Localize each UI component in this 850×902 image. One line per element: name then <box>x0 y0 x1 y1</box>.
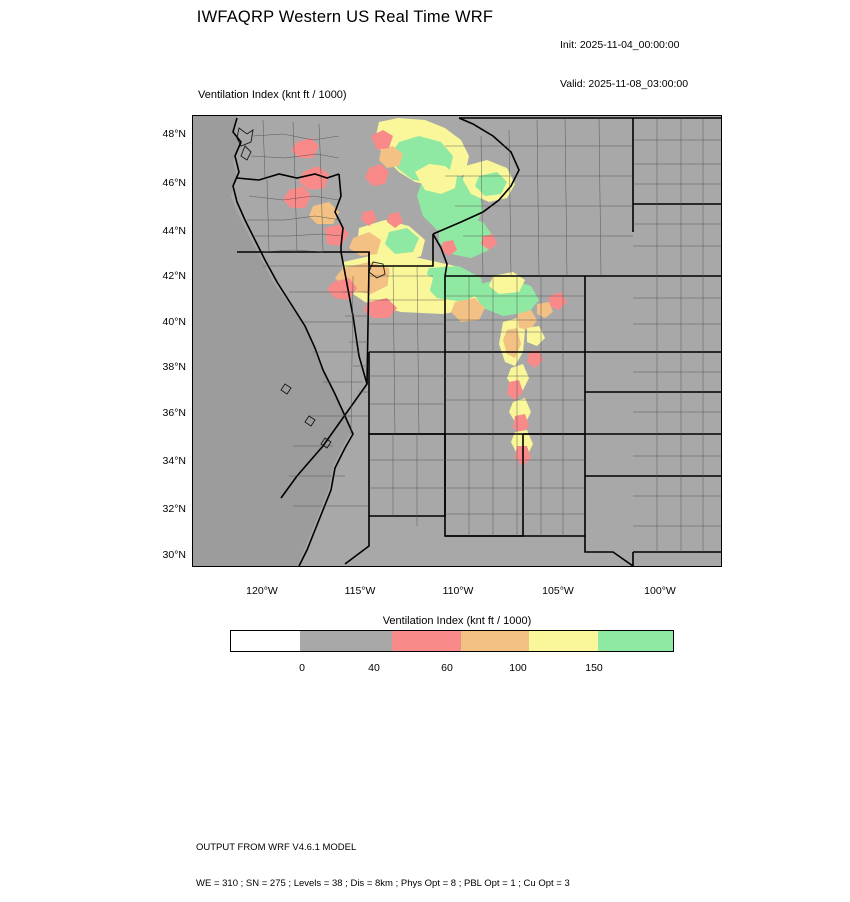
colorbar-segment-2 <box>392 631 461 651</box>
colorbar-segment-4 <box>529 631 598 651</box>
plot-title: Ventilation Index (knt ft / 1000) <box>198 89 347 101</box>
map-plot-area[interactable] <box>192 115 722 567</box>
colorbar-title: Ventilation Index (knt ft / 1000) <box>382 615 532 627</box>
colorbar-segment-0 <box>231 631 300 651</box>
page-title-text: IWFAQRP Western US Real Time WRF <box>196 8 494 26</box>
colorbar-segment-1 <box>300 631 393 651</box>
colorbar-segment-3 <box>461 631 530 651</box>
valid-time: Valid: 2025-11-08_03:00:00 <box>560 78 689 90</box>
colorbar-segment-5 <box>598 631 673 651</box>
init-time: Init: 2025-11-04_00:00:00 <box>560 39 680 51</box>
model-config-footer <box>196 818 570 902</box>
page-title <box>0 8 850 27</box>
footer-line-1: OUTPUT FROM WRF V4.6.1 MODEL <box>196 842 357 853</box>
colorbar[interactable] <box>230 630 674 652</box>
model-run-info <box>560 13 688 104</box>
footer-line-2: WE = 310 ; SN = 275 ; Levels = 38 ; Dis = 8km ; Phys Opt = 8 ; PBL Opt = 1 ; Cu Opt = 3 <box>196 878 570 889</box>
map-canvas <box>193 116 721 566</box>
